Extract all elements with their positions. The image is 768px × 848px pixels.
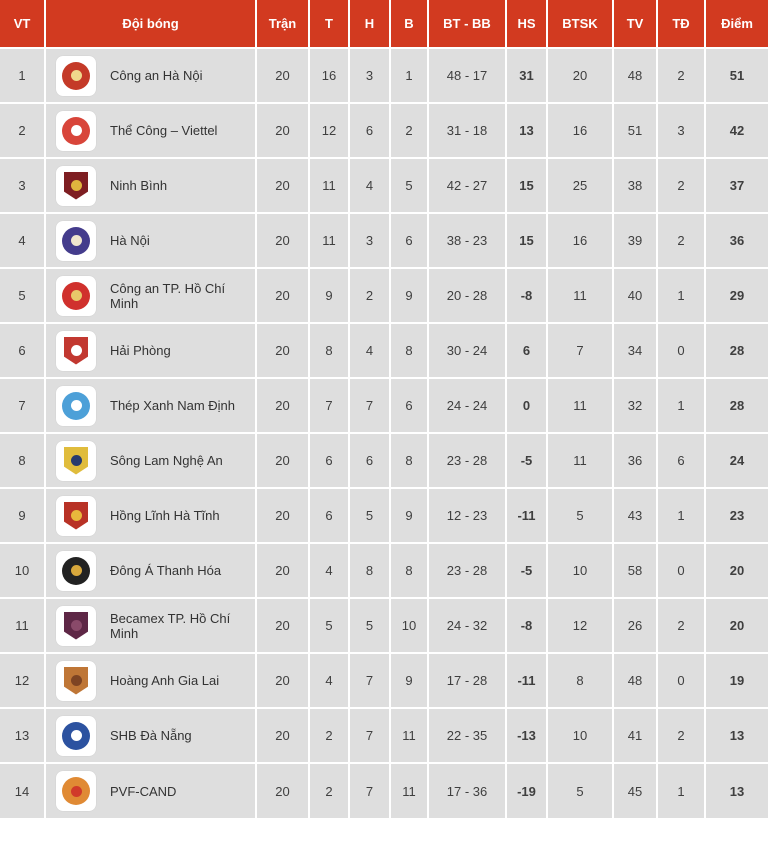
cell-tran: 20: [256, 378, 309, 433]
cell-team: [45, 708, 256, 763]
cell-hs: -8: [506, 268, 547, 323]
cell-btsk: 5: [547, 488, 613, 543]
column-header-td: TĐ: [657, 0, 705, 48]
cell-t: 7: [309, 378, 349, 433]
team-name: Công an Hà Nội: [110, 68, 203, 83]
team-wrap: [46, 276, 255, 316]
cell-btbb: 30 - 24: [428, 323, 506, 378]
club-crest-nam-dinh-icon: [56, 386, 96, 426]
team-wrap: [46, 166, 255, 206]
cell-btbb: 12 - 23: [428, 488, 506, 543]
cell-diem: 20: [705, 543, 768, 598]
column-header-h: H: [349, 0, 390, 48]
logo-circle: [62, 722, 90, 750]
logo-center-mark: [71, 786, 82, 797]
cell-tv: 39: [613, 213, 657, 268]
cell-b: 9: [390, 653, 428, 708]
cell-td: 3: [657, 103, 705, 158]
logo-circle: [62, 557, 90, 585]
cell-h: 3: [349, 213, 390, 268]
cell-team: [45, 598, 256, 653]
cell-position: 9: [0, 488, 45, 543]
cell-td: 0: [657, 323, 705, 378]
cell-team: [45, 323, 256, 378]
cell-t: 12: [309, 103, 349, 158]
cell-btsk: 16: [547, 213, 613, 268]
cell-tran: 20: [256, 323, 309, 378]
cell-tv: 36: [613, 433, 657, 488]
cell-b: 2: [390, 103, 428, 158]
club-crest-hoang-anh-gia-lai-icon: [56, 661, 96, 701]
cell-tran: 20: [256, 158, 309, 213]
cell-btbb: 17 - 36: [428, 763, 506, 818]
logo-center-mark: [71, 345, 82, 356]
cell-team: [45, 433, 256, 488]
logo-center-mark: [71, 70, 82, 81]
cell-t: 9: [309, 268, 349, 323]
cell-btsk: 11: [547, 378, 613, 433]
cell-position: 10: [0, 543, 45, 598]
cell-btsk: 11: [547, 268, 613, 323]
cell-b: 10: [390, 598, 428, 653]
cell-t: 2: [309, 763, 349, 818]
column-header-t: T: [309, 0, 349, 48]
logo-center-mark: [71, 675, 82, 686]
cell-hs: -11: [506, 488, 547, 543]
cell-tv: 43: [613, 488, 657, 543]
cell-tv: 51: [613, 103, 657, 158]
team-wrap: [46, 386, 255, 426]
cell-tran: 20: [256, 653, 309, 708]
cell-tv: 34: [613, 323, 657, 378]
cell-diem: 19: [705, 653, 768, 708]
club-crest-song-lam-nghe-an-icon: [56, 441, 96, 481]
logo-center-mark: [71, 730, 82, 741]
cell-position: 4: [0, 213, 45, 268]
team-name: Hồng Lĩnh Hà Tĩnh: [110, 508, 220, 523]
team-name: Đông Á Thanh Hóa: [110, 563, 222, 578]
team-wrap: [46, 551, 255, 591]
team-name: Thể Công – Viettel: [110, 123, 218, 138]
cell-tv: 41: [613, 708, 657, 763]
cell-hs: 31: [506, 48, 547, 103]
team-name: Hải Phòng: [110, 343, 171, 358]
table-row[interactable]: [0, 543, 768, 598]
cell-td: 1: [657, 378, 705, 433]
cell-td: 6: [657, 433, 705, 488]
cell-btsk: 5: [547, 763, 613, 818]
team-name: Ninh Bình: [110, 178, 168, 193]
cell-td: 2: [657, 708, 705, 763]
logo-center-mark: [71, 180, 82, 191]
logo-center-mark: [71, 565, 82, 576]
column-header-btbb: BT - BB: [428, 0, 506, 48]
club-crest-cong-an-tphcm-icon: [56, 276, 96, 316]
cell-team: [45, 213, 256, 268]
cell-diem: 13: [705, 708, 768, 763]
club-crest-hong-linh-ha-tinh-icon: [56, 496, 96, 536]
cell-h: 6: [349, 103, 390, 158]
club-crest-hai-phong-icon: [56, 331, 96, 371]
club-crest-pvf-cand-icon: [56, 771, 96, 811]
cell-diem: 36: [705, 213, 768, 268]
cell-hs: 13: [506, 103, 547, 158]
column-header-b: B: [390, 0, 428, 48]
cell-tv: 26: [613, 598, 657, 653]
cell-hs: 15: [506, 158, 547, 213]
cell-h: 5: [349, 488, 390, 543]
cell-btbb: 42 - 27: [428, 158, 506, 213]
cell-tran: 20: [256, 708, 309, 763]
table-row[interactable]: [0, 653, 768, 708]
cell-h: 4: [349, 323, 390, 378]
cell-td: 2: [657, 213, 705, 268]
team-wrap: [46, 716, 255, 756]
logo-circle: [62, 777, 90, 805]
table-row[interactable]: [0, 103, 768, 158]
cell-team: [45, 48, 256, 103]
cell-hs: -19: [506, 763, 547, 818]
cell-tran: 20: [256, 598, 309, 653]
cell-btsk: 7: [547, 323, 613, 378]
cell-td: 1: [657, 268, 705, 323]
club-crest-cong-an-ha-noi-icon: [56, 56, 96, 96]
column-header-tran: Trận: [256, 0, 309, 48]
table-row[interactable]: [0, 598, 768, 653]
cell-position: 3: [0, 158, 45, 213]
cell-h: 2: [349, 268, 390, 323]
team-name: SHB Đà Nẵng: [110, 728, 192, 743]
cell-tv: 48: [613, 48, 657, 103]
team-name: Sông Lam Nghệ An: [110, 453, 223, 468]
cell-b: 6: [390, 378, 428, 433]
logo-circle: [62, 62, 90, 90]
cell-btsk: 12: [547, 598, 613, 653]
cell-h: 6: [349, 433, 390, 488]
cell-td: 0: [657, 653, 705, 708]
logo-circle: [62, 227, 90, 255]
table-row[interactable]: [0, 213, 768, 268]
logo-center-mark: [71, 620, 82, 631]
header-row: [0, 0, 768, 48]
cell-tran: 20: [256, 268, 309, 323]
team-name: Becamex TP. Hồ Chí Minh: [110, 610, 231, 641]
cell-tran: 20: [256, 763, 309, 818]
club-crest-ninh-binh-icon: [56, 166, 96, 206]
cell-b: 11: [390, 708, 428, 763]
cell-tran: 20: [256, 213, 309, 268]
cell-btsk: 16: [547, 103, 613, 158]
cell-position: 2: [0, 103, 45, 158]
table-row[interactable]: [0, 323, 768, 378]
cell-position: 1: [0, 48, 45, 103]
cell-hs: 0: [506, 378, 547, 433]
column-header-btsk: BTSK: [547, 0, 613, 48]
cell-btbb: 17 - 28: [428, 653, 506, 708]
cell-h: 7: [349, 763, 390, 818]
cell-position: 11: [0, 598, 45, 653]
logo-center-mark: [71, 455, 82, 466]
cell-position: 5: [0, 268, 45, 323]
cell-position: 12: [0, 653, 45, 708]
logo-shield: [64, 612, 88, 640]
logo-shield: [64, 447, 88, 475]
column-header-hs: HS: [506, 0, 547, 48]
team-wrap: [46, 771, 255, 811]
cell-b: 9: [390, 268, 428, 323]
cell-btsk: 8: [547, 653, 613, 708]
table-row[interactable]: [0, 158, 768, 213]
logo-shield: [64, 502, 88, 530]
team-name: PVF-CAND: [110, 783, 177, 799]
table-row[interactable]: [0, 268, 768, 323]
cell-tv: 45: [613, 763, 657, 818]
cell-t: 8: [309, 323, 349, 378]
cell-team: [45, 543, 256, 598]
cell-td: 1: [657, 763, 705, 818]
cell-hs: 15: [506, 213, 547, 268]
cell-diem: 37: [705, 158, 768, 213]
cell-diem: 23: [705, 488, 768, 543]
team-wrap: [46, 331, 255, 371]
logo-shield: [64, 172, 88, 200]
logo-circle: [62, 282, 90, 310]
cell-diem: 29: [705, 268, 768, 323]
cell-t: 5: [309, 598, 349, 653]
cell-team: [45, 378, 256, 433]
cell-t: 16: [309, 48, 349, 103]
cell-btsk: 10: [547, 708, 613, 763]
team-wrap: [46, 496, 255, 536]
team-wrap: [46, 606, 255, 646]
cell-team: [45, 268, 256, 323]
cell-b: 8: [390, 543, 428, 598]
cell-position: 6: [0, 323, 45, 378]
club-crest-ha-noi-icon: [56, 221, 96, 261]
cell-t: 4: [309, 543, 349, 598]
cell-b: 9: [390, 488, 428, 543]
cell-t: 11: [309, 213, 349, 268]
cell-diem: 20: [705, 598, 768, 653]
cell-btbb: 22 - 35: [428, 708, 506, 763]
cell-diem: 28: [705, 323, 768, 378]
cell-h: 7: [349, 378, 390, 433]
cell-b: 11: [390, 763, 428, 818]
cell-tv: 32: [613, 378, 657, 433]
cell-btbb: 24 - 32: [428, 598, 506, 653]
cell-b: 6: [390, 213, 428, 268]
team-wrap: [46, 56, 255, 96]
cell-tv: 58: [613, 543, 657, 598]
logo-center-mark: [71, 290, 82, 301]
cell-h: 5: [349, 598, 390, 653]
club-crest-the-cong-viettel-icon: [56, 111, 96, 151]
table-row[interactable]: [0, 48, 768, 103]
cell-btbb: 24 - 24: [428, 378, 506, 433]
cell-diem: 28: [705, 378, 768, 433]
cell-hs: -5: [506, 543, 547, 598]
cell-btbb: 20 - 28: [428, 268, 506, 323]
cell-btbb: 38 - 23: [428, 213, 506, 268]
club-crest-shb-da-nang-icon: [56, 716, 96, 756]
cell-tran: 20: [256, 488, 309, 543]
column-header-pos: VT: [0, 0, 45, 48]
cell-td: 2: [657, 598, 705, 653]
column-header-tv: TV: [613, 0, 657, 48]
logo-circle: [62, 392, 90, 420]
cell-h: 3: [349, 48, 390, 103]
cell-team: [45, 653, 256, 708]
cell-b: 8: [390, 323, 428, 378]
cell-h: 8: [349, 543, 390, 598]
cell-team: [45, 103, 256, 158]
cell-team: [45, 158, 256, 213]
cell-position: 8: [0, 433, 45, 488]
team-wrap: [46, 661, 255, 701]
cell-tv: 40: [613, 268, 657, 323]
cell-tran: 20: [256, 433, 309, 488]
cell-position: 7: [0, 378, 45, 433]
cell-hs: -11: [506, 653, 547, 708]
team-name: Hoàng Anh Gia Lai: [110, 673, 220, 688]
table-header: [0, 0, 768, 48]
logo-center-mark: [71, 235, 82, 246]
cell-hs: -13: [506, 708, 547, 763]
team-name: Hà Nội: [110, 233, 150, 248]
cell-position: 13: [0, 708, 45, 763]
cell-t: 6: [309, 488, 349, 543]
cell-hs: -8: [506, 598, 547, 653]
cell-hs: 6: [506, 323, 547, 378]
column-header-team: Đội bóng: [45, 0, 256, 48]
table-row[interactable]: [0, 378, 768, 433]
club-crest-thanh-hoa-icon: [56, 551, 96, 591]
cell-h: 4: [349, 158, 390, 213]
cell-b: 8: [390, 433, 428, 488]
cell-td: 2: [657, 158, 705, 213]
logo-center-mark: [71, 400, 82, 411]
logo-center-mark: [71, 510, 82, 521]
cell-td: 2: [657, 48, 705, 103]
cell-td: 0: [657, 543, 705, 598]
team-name: Công an TP. Hồ Chí Minh: [110, 280, 226, 311]
cell-diem: 24: [705, 433, 768, 488]
table-row[interactable]: [0, 763, 768, 818]
table-row[interactable]: [0, 433, 768, 488]
cell-btbb: 23 - 28: [428, 543, 506, 598]
cell-diem: 13: [705, 763, 768, 818]
cell-btsk: 20: [547, 48, 613, 103]
table-row[interactable]: [0, 708, 768, 763]
team-name: Thép Xanh Nam Định: [110, 398, 236, 413]
cell-btsk: 25: [547, 158, 613, 213]
team-wrap: [46, 441, 255, 481]
cell-td: 1: [657, 488, 705, 543]
cell-btsk: 11: [547, 433, 613, 488]
logo-shield: [64, 667, 88, 695]
cell-tran: 20: [256, 103, 309, 158]
team-wrap: [46, 221, 255, 261]
cell-btbb: 23 - 28: [428, 433, 506, 488]
table-row[interactable]: [0, 488, 768, 543]
cell-hs: -5: [506, 433, 547, 488]
cell-btbb: 48 - 17: [428, 48, 506, 103]
cell-team: [45, 763, 256, 818]
cell-t: 11: [309, 158, 349, 213]
cell-b: 5: [390, 158, 428, 213]
cell-t: 2: [309, 708, 349, 763]
logo-center-mark: [71, 125, 82, 136]
column-header-diem: Điểm: [705, 0, 768, 48]
logo-circle: [62, 117, 90, 145]
cell-tv: 38: [613, 158, 657, 213]
cell-btbb: 31 - 18: [428, 103, 506, 158]
cell-diem: 51: [705, 48, 768, 103]
cell-tran: 20: [256, 543, 309, 598]
cell-tv: 48: [613, 653, 657, 708]
cell-btsk: 10: [547, 543, 613, 598]
cell-tran: 20: [256, 48, 309, 103]
cell-t: 4: [309, 653, 349, 708]
table-body: [0, 48, 768, 818]
cell-h: 7: [349, 708, 390, 763]
cell-t: 6: [309, 433, 349, 488]
logo-shield: [64, 337, 88, 365]
cell-h: 7: [349, 653, 390, 708]
cell-b: 1: [390, 48, 428, 103]
club-crest-becamex-tphcm-icon: [56, 606, 96, 646]
team-wrap: [46, 111, 255, 151]
cell-diem: 42: [705, 103, 768, 158]
cell-team: [45, 488, 256, 543]
cell-position: 14: [0, 763, 45, 818]
